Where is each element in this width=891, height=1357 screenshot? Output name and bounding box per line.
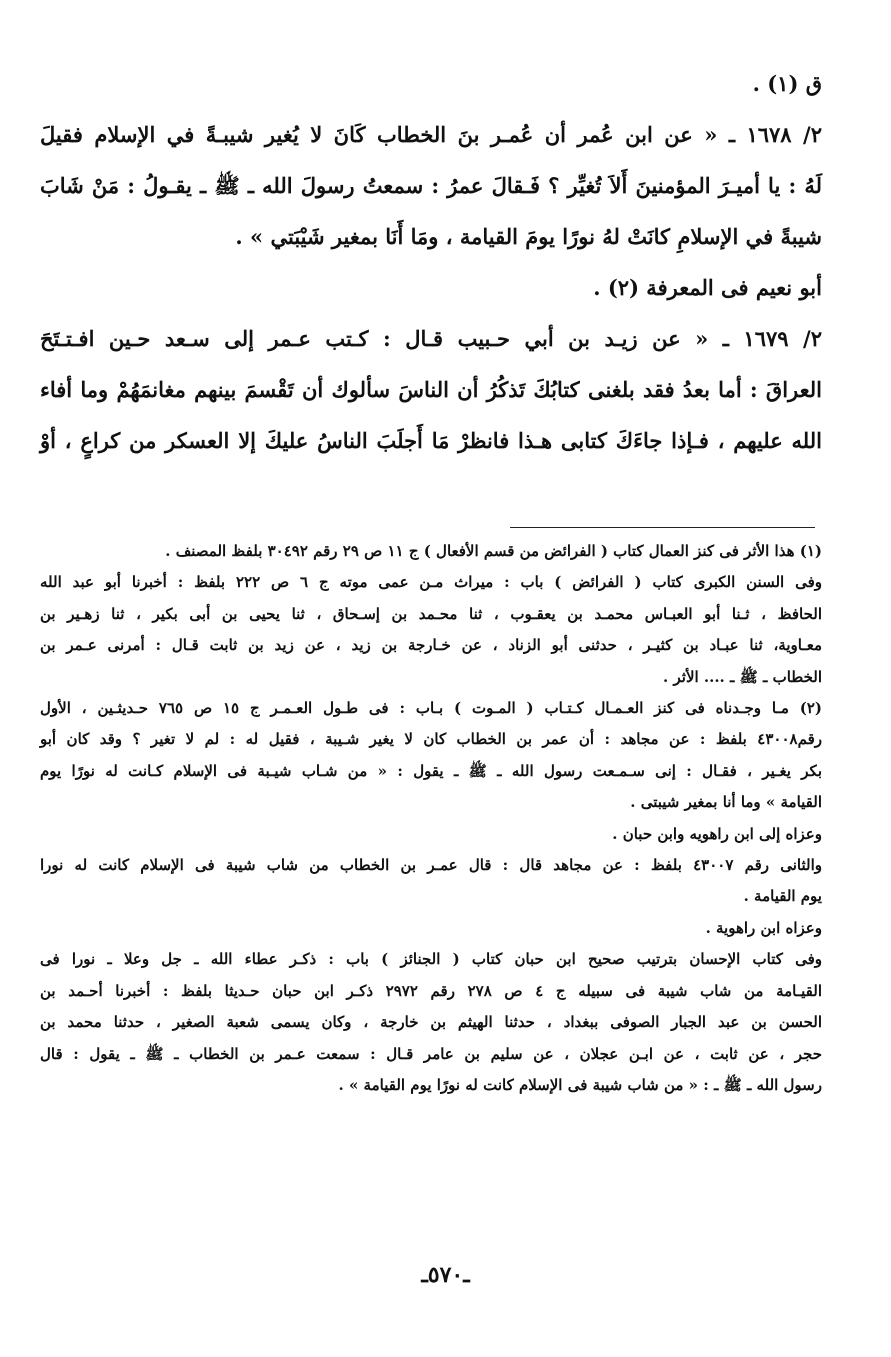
main-text-line: لَهُ : يا أميـرَ المؤمنينَ أَلاَ تُغيِّر ؟ فَـقالَ عمرُ : سمعتُ رسولَ الله ـ ﷺ ـ يقـولُ : مَنْ شَابَ xyxy=(40,173,822,198)
main-text-line: ٢/ ١٦٧٩ ـ « عن زيـد بن أبي حـبيب قـال : كـتب عـمر إلى سـعد حـين افـتـتَحَ xyxy=(40,326,822,351)
main-text-line: ق (١) . xyxy=(752,71,822,96)
footnote-line: يوم القيامة . xyxy=(743,887,822,906)
footnote-line: والثانى رقم ٤٣٠٠٧ بلفظ : عن مجاهد قال : قال عمـر بن الخطاب من شاب شيبة فى الإسلام كانت له نورا xyxy=(40,856,822,875)
main-text-line: العراقَ : أما بعدُ فقد بلغنى كتابُكَ تَذكُرُ أن الناسَ سألوك أن تَقْسمَ بينهم مغانمَهُمْ وما أفاء xyxy=(40,377,822,402)
footnote-line: القيامة » وما أنا بمغير شيبتى . xyxy=(630,793,822,812)
footnote-line: معـاوية، ثنا عبـاد بن كثيـر ، حدثنى أبو الزناد ، عن خـارجة بن زيد ، عن زيد بن ثابت قـال : أمرنى عـمر بن xyxy=(40,636,822,655)
footnotes-section xyxy=(40,536,822,1101)
footnote-line: رسول الله ـ ﷺ ـ : « من شاب شيبة فى الإسلام كانت له نورًا يوم القيامة » . xyxy=(338,1075,822,1094)
footnote-line: (٢) مـا وجـدناه فى كنز العـمـال كـتـاب ( المـوت ) بـاب : فى طـول العـمـر ج ١٥ ص ٧٦٥ حـديثـين ، الأول xyxy=(40,699,823,718)
footnote-line: بكر يغـير ، فقـال : إنى سـمـعت رسول الله ـ ﷺ ـ يقول : « من شـاب شيـبة فى الإسلام كـانت له نورًا يوم xyxy=(40,761,822,780)
footnote-line: الخطاب ـ ﷺ ـ .... الأثر . xyxy=(663,667,822,686)
footnote-line: رقم٤٣٠٠٨ بلفظ : عن مجاهد : أن عمر بن الخطاب كان لا يغير شـيبة ، فقيل له : لم لا تغير ؟ وقد كان أبو xyxy=(40,730,822,749)
footnote-divider xyxy=(510,527,815,528)
main-text-line: الله عليهم ، فـإذا جاءَكَ كتابى هـذا فانظرْ مَا أَجلَبَ الناسُ عليكَ إلا العسكر من كراعٍ ، أوْ xyxy=(40,428,822,453)
footnote-line: (١) هذا الأثر فى كنز العمال كتاب ( الفرائض من قسم الأفعال ) ج ١١ ص ٢٩ رقم ٣٠٤٩٢ بلفظ المصنف . xyxy=(165,542,822,560)
footnote-line: القيـامة من شاب شيبة فى سبيله ج ٤ ص ٢٧٨ رقم ٢٩٧٢ ذكـر ابن حبان حـديثا بلفظ : أخبرنا أحـمد بن xyxy=(40,981,823,1000)
main-text-line: أبو نعيم فى المعرفة (٢) . xyxy=(593,275,822,300)
page-number: ـ٥٧٠ـ xyxy=(421,1262,470,1288)
main-text-line: ٢/ ١٦٧٨ ـ « عن ابن عُمر أن عُمـر بنَ الخطاب كَانَ لا يُغير شيبـةً في الإسلام فقيلَ xyxy=(40,122,823,147)
main-text-line: شيبةً في الإسلامِ كانَتْ لهُ نورًا يومَ القيامة ، ومَا أَنَا بمغير شَيْبَتي » . xyxy=(235,224,822,249)
footnote-line: وعزاه إلى ابن راهويه وابن حبان . xyxy=(612,824,822,843)
footnote-line: وفى كتاب الإحسان بترتيب صحيح ابن حبان كتاب ( الجنائز ) باب : ذكـر عطاء الله ـ جل وعلا ـ نورا فى xyxy=(40,950,822,969)
footnote-line: الحافظ ، ثـنا أبو العبـاس محمـد بن يعقـوب ، ثنا محـمد بن إسـحاق ، ثنا يحيى بن أبى بكير ، ثنا زهـير بن xyxy=(40,604,822,623)
footnote-line: الحسن بن عبد الجبار الصوفى ببغداد ، حدثنا الهيثم بن خارجة ، وكان يسمى شعبة الصغير ، حدثنا محمد بن xyxy=(40,1013,822,1032)
footnote-line: وعزاه ابن راهوية . xyxy=(705,918,822,937)
footnote-line: حجر ، عن ثابت ، عن ابـن عجلان ، عن سليم بن عامر قـال : سمعت عـمر بن الخطاب ـ ﷺ ـ يقول : قال xyxy=(40,1044,822,1063)
footnote-line: وفى السنن الكبرى كتاب ( الفرائض ) باب : ميراث مـن عمى موته ج ٦ ص ٢٢٢ بلفظ : أخبرنا أبو عبد الله xyxy=(40,573,822,592)
main-text-body xyxy=(40,58,822,466)
